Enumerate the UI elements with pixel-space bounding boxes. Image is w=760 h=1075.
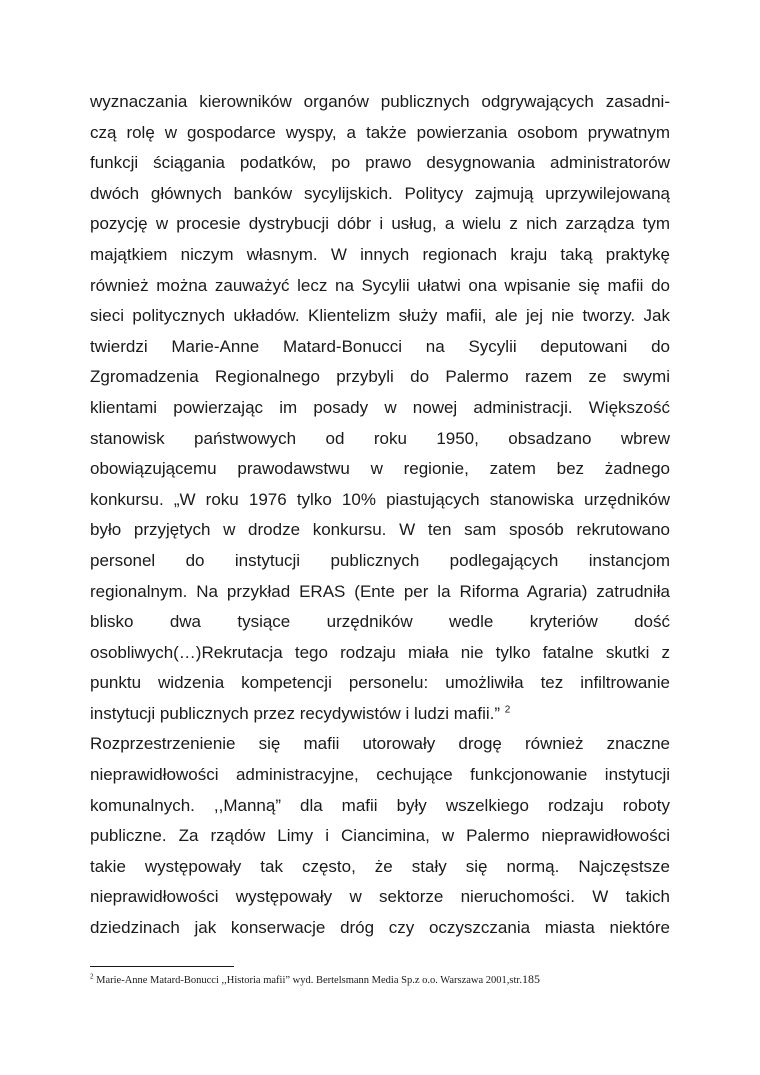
text-line: Rozprzestrzenienie się mafii utorowały drogę również znaczne [90,734,670,754]
text-line: takie występowały tak często, że stały się normą. Najczęstsze [90,856,670,876]
text-line: obowiązującemu prawodawstwu w regionie, zatem bez żadnego [90,459,670,479]
text-line: funkcji ściągania podatków, po prawo desygnowania administratorów [90,153,670,173]
text-line: osobliwych(…)Rekrutacja tego rodzaju miała nie tylko fatalne skutki z [90,642,670,662]
text-line: komunalnych. ,,Manną” dla mafii były wszelkiego rodzaju roboty [90,795,670,815]
text-line: majątkiem niczym własnym. W innych regionach kraju taką praktykę [90,244,670,264]
footnote-text: Marie-Anne Matard-Bonucci ,,Historia mafii” wyd. Bertelsmann Media Sp.z o.o. Warszawa 2001,str. [93,975,522,986]
body-text [90,87,670,944]
footnote-page-number: 185 [521,972,540,986]
text-line: wyznaczania kierowników organów publicznych odgrywających zasadni- [90,92,670,111]
quote-end-text: instytucji publicznych przez recydywistów i ludzi mafii.” [90,703,505,723]
text-line: twierdzi Marie-Anne Matard-Bonucci na Sycylii deputowani do [90,336,670,356]
text-line: nieprawidłowości administracyjne, cechujące funkcjonowanie instytucji [90,765,670,785]
text-line: personel do instytucji publicznych podlegających instancjom [90,550,670,570]
text-line: dziedzinach jak konserwacje dróg czy oczyszczania miasta niektóre [90,918,670,938]
text-line: dwóch głównych banków sycylijskich. Politycy zajmują uprzywilejowaną [90,183,670,203]
text-line: stanowisk państwowych od roku 1950, obsadzano wbrew [90,428,670,448]
text-line: sieci politycznych układów. Klientelizm służy mafii, ale jej nie tworzy. Jak [90,306,670,326]
text-line: Zgromadzenia Regionalnego przybyli do Palermo razem ze swymi [90,367,670,387]
text-line: również można zauważyć lecz na Sycylii ułatwi ona wpisanie się mafii do [90,275,670,295]
text-line: blisko dwa tysiące urzędników wedle kryteriów dość [90,612,670,632]
text-line: pozycję w procesie dystrybucji dóbr i usług, a wielu z nich zarządza tym [90,214,670,234]
text-line: regionalnym. Na przykład ERAS (Ente per la Riforma Agraria) zatrudniła [90,581,670,601]
text-line: czą rolę w gospodarce wyspy, a także powierzania osobom prywatnym [90,122,670,142]
text-line: nieprawidłowości występowały w sektorze nieruchomości. W takich [90,887,670,907]
text-line-quote-end [90,699,670,730]
text-line: konkursu. „W roku 1976 tylko 10% piastujących stanowiska urzędników [90,489,670,509]
footnote [90,972,670,988]
footnote-number: 2 [90,972,94,981]
text-line: było przyjętych w drodze konkursu. W ten sam sposób rekrutowano [90,520,670,540]
text-line: klientami powierzając im posady w nowej administracji. Większość [90,397,670,417]
footnote-reference[interactable]: 2 [504,704,511,716]
footnote-separator [90,966,234,967]
text-line: punktu widzenia kompetencji personelu: umożliwiła tez infiltrowanie [90,673,670,693]
text-line: publiczne. Za rządów Limy i Ciancimina, w Palermo nieprawidłowości [90,826,670,846]
